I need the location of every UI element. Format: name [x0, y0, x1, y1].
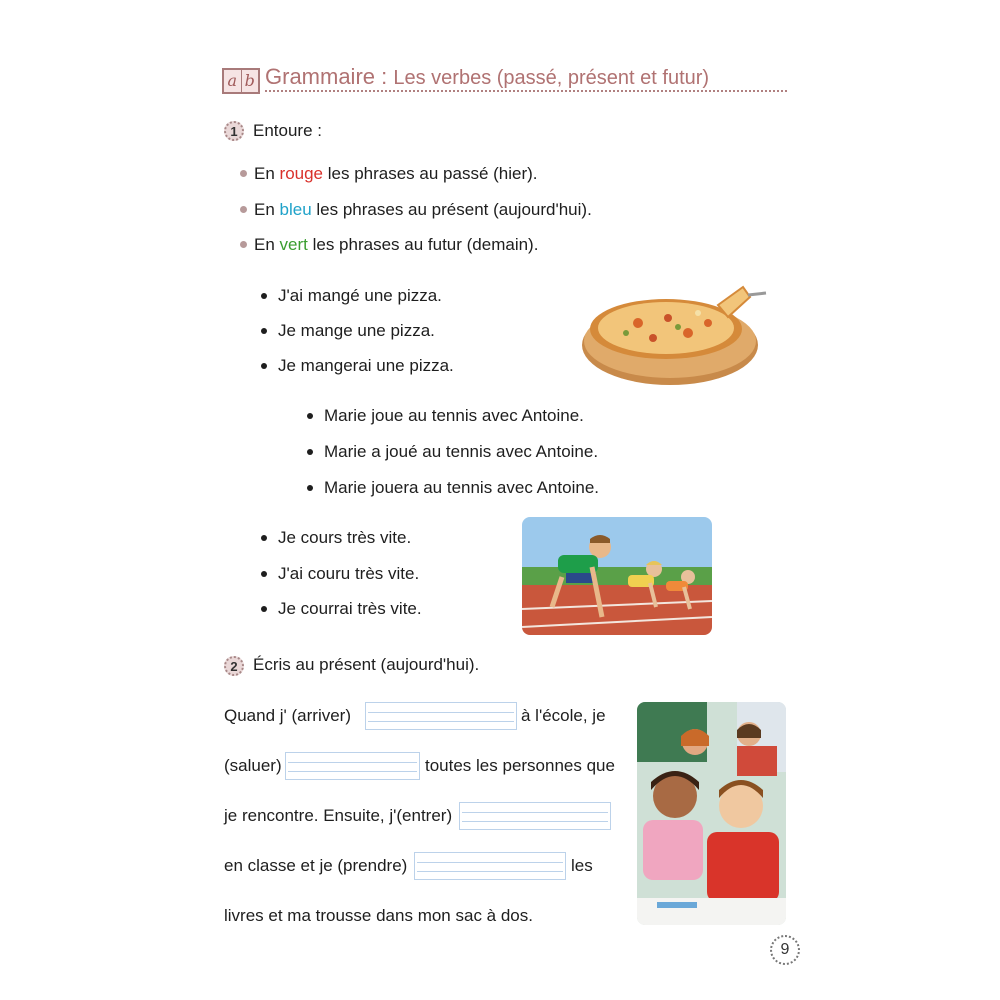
- bullet: [261, 328, 267, 334]
- bullet: [261, 606, 267, 612]
- pizza-image: [578, 283, 770, 393]
- section-subtitle: Les verbes (passé, présent et futur): [393, 67, 710, 89]
- bullet: [240, 170, 247, 177]
- bullet: [261, 293, 267, 299]
- fill-text: à l'école, je: [521, 706, 606, 725]
- bullet: [240, 206, 247, 213]
- exercise1-instruction: Entoure :: [253, 121, 322, 140]
- color-word-blue: bleu: [279, 200, 312, 219]
- answer-field-arriver[interactable]: [365, 702, 517, 730]
- sentence[interactable]: Je cours très vite.: [278, 528, 412, 547]
- fill-text: livres et ma trousse dans mon sac à dos.: [224, 906, 533, 925]
- rule-red: [254, 164, 538, 184]
- classroom-photo: [637, 702, 786, 925]
- section-title: Grammaire: [265, 64, 376, 89]
- exercise-number-1: 1: [224, 121, 244, 141]
- rule-suffix: les phrases au passé (hier).: [323, 164, 538, 183]
- fill-text: je rencontre. Ensuite, j'(entrer): [224, 806, 453, 825]
- sentence[interactable]: Marie a joué au tennis avec Antoine.: [324, 442, 599, 461]
- sentence[interactable]: Marie joue au tennis avec Antoine.: [324, 406, 584, 425]
- exercise2-instruction: Écris au présent (aujourd'hui).: [253, 655, 480, 674]
- rule-blue: [254, 200, 592, 220]
- answer-field-entrer[interactable]: [459, 802, 611, 830]
- rule-green: [254, 235, 538, 255]
- rule-prefix: En: [254, 235, 280, 254]
- exercise-number-2: 2: [224, 656, 244, 676]
- grammar-icon: [222, 68, 260, 94]
- bullet: [307, 485, 313, 491]
- rule-suffix: les phrases au futur (demain).: [307, 235, 539, 254]
- grammar-icon-letter-a: a: [224, 70, 242, 92]
- rule-prefix: En: [254, 164, 280, 183]
- fill-text: les: [571, 856, 593, 875]
- fill-text: toutes les personnes que: [425, 756, 615, 775]
- sentence[interactable]: Je courrai très vite.: [278, 599, 422, 618]
- answer-field-prendre[interactable]: [414, 852, 566, 880]
- answer-field-saluer[interactable]: [285, 752, 420, 780]
- rule-suffix: les phrases au présent (aujourd'hui).: [311, 200, 592, 219]
- sentence[interactable]: Marie jouera au tennis avec Antoine.: [324, 478, 600, 497]
- title-underline: [265, 90, 787, 92]
- color-word-green: vert: [279, 235, 308, 254]
- page-title: [265, 64, 709, 90]
- rule-prefix: En: [254, 200, 280, 219]
- runners-photo: [522, 517, 712, 635]
- sentence[interactable]: J'ai couru très vite.: [278, 564, 420, 583]
- bullet: [307, 449, 313, 455]
- color-word-red: rouge: [279, 164, 324, 183]
- bullet: [240, 241, 247, 248]
- fill-text: Quand j' (arriver): [224, 706, 352, 725]
- sentence[interactable]: Je mangerai une pizza.: [278, 356, 454, 375]
- bullet: [261, 535, 267, 541]
- title-separator: :: [375, 64, 394, 89]
- bullet: [307, 413, 313, 419]
- fill-text: en classe et je (prendre): [224, 856, 408, 875]
- sentence[interactable]: Je mange une pizza.: [278, 321, 435, 340]
- sentence[interactable]: J'ai mangé une pizza.: [278, 286, 442, 305]
- page-number: 9: [770, 935, 800, 965]
- fill-text: (saluer): [224, 756, 282, 775]
- bullet: [261, 571, 267, 577]
- bullet: [261, 363, 267, 369]
- grammar-icon-letter-b: b: [244, 71, 255, 90]
